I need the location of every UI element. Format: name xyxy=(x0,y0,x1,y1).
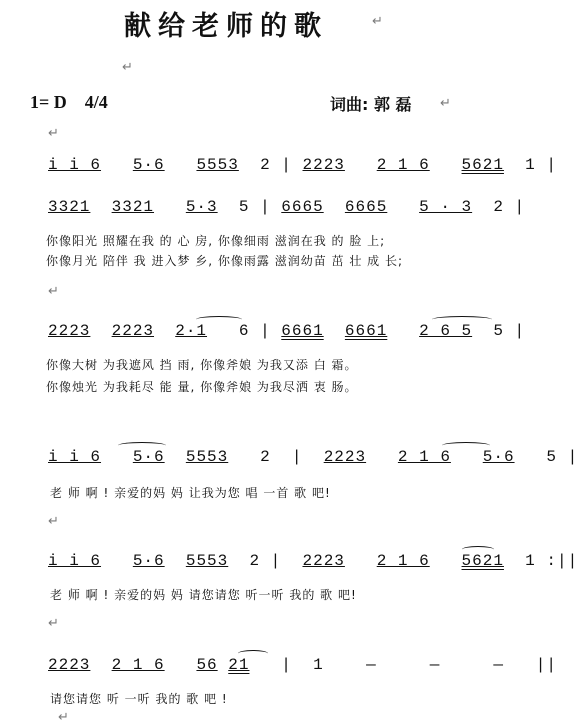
lyric-line-3: 你像大树 为我遮风 挡 雨, 你像斧娘 为我又添 白 霜。 xyxy=(46,358,358,372)
note: 1 xyxy=(525,552,536,570)
paragraph-mark: ↵ xyxy=(48,126,59,141)
paragraph-mark: ↵ xyxy=(372,14,383,29)
note-group: 5·6 xyxy=(482,448,515,466)
notation-row-4 xyxy=(48,448,578,466)
slur xyxy=(432,316,492,323)
note-group: 2 6 5 xyxy=(419,322,473,340)
credit-line: 词曲: 郭 磊 xyxy=(330,95,412,114)
note-group: 2 1 6 xyxy=(376,552,430,570)
note-group: 2 1 6 xyxy=(397,448,451,466)
note-group: 5 · 3 xyxy=(419,198,473,216)
time-signature: 4/4 xyxy=(84,92,108,112)
dash: — xyxy=(366,656,377,674)
note-group: 2·1 xyxy=(175,322,208,340)
note-group: 5553 xyxy=(185,448,229,466)
note-group: 5·3 xyxy=(185,198,218,216)
note: 2 xyxy=(260,156,271,174)
note-group: i i 6 xyxy=(48,552,102,570)
lyric-line-6: 老 师 啊 ! 亲爱的妈 妈 请您请您 听一听 我的 歌 吧! xyxy=(50,588,357,602)
note-group: 6661 xyxy=(344,322,388,340)
final-barline: || xyxy=(535,656,557,674)
note: 1 xyxy=(313,656,324,674)
barline: | xyxy=(281,656,292,674)
note-group: 5553 xyxy=(196,156,239,174)
barline: | xyxy=(270,552,282,570)
note-group: 5·6 xyxy=(132,552,165,570)
notation-row-2 xyxy=(48,198,525,216)
paragraph-mark: ↵ xyxy=(48,514,59,529)
key-signature: 1= D xyxy=(30,92,67,112)
paragraph-mark: ↵ xyxy=(440,96,451,111)
barline: | xyxy=(567,448,578,466)
dash: — xyxy=(429,656,441,674)
slur xyxy=(238,650,268,657)
lyric-line-2: 你像月光 陪伴 我 进入梦 乡, 你像雨露 滋润幼苗 茁 壮 成 长; xyxy=(46,254,404,268)
barline: | xyxy=(514,198,526,216)
slur xyxy=(118,442,166,449)
paragraph-mark: ↵ xyxy=(48,616,59,631)
lyric-line-7: 请您请您 听 一听 我的 歌 吧 ! xyxy=(50,692,228,706)
note-group: 5553 xyxy=(185,552,229,570)
note: 6 xyxy=(238,322,250,340)
paragraph-mark: ↵ xyxy=(58,710,69,725)
note-group: 5621 xyxy=(461,552,504,570)
key-time xyxy=(30,92,108,113)
paragraph-mark: ↵ xyxy=(48,284,59,299)
note-group: 3321 xyxy=(111,198,155,216)
lyric-line-1: 你像阳光 照耀在我 的 心 房, 你像细雨 滋润在我 的 脸 上; xyxy=(46,234,386,248)
note-group: 2223 xyxy=(323,448,367,466)
note-group: 56 xyxy=(196,656,218,674)
note-group: 2223 xyxy=(111,322,155,340)
note: 5 xyxy=(546,448,557,466)
note-group: 5621 xyxy=(461,156,504,174)
note-group: 5·6 xyxy=(132,156,165,174)
repeat-end-barline: :|| xyxy=(546,552,578,570)
barline: | xyxy=(260,198,271,216)
note-group: 6661 xyxy=(281,322,324,340)
note: 2 xyxy=(493,198,504,216)
notation-row-5 xyxy=(48,552,578,570)
song-title: 献给老师的歌 xyxy=(124,11,328,42)
note-group: 2223 xyxy=(48,656,91,674)
note-group: 2 1 6 xyxy=(111,656,165,674)
note-group: 21 xyxy=(228,656,250,674)
note: 5 xyxy=(238,198,250,216)
paragraph-mark: ↵ xyxy=(122,60,133,75)
note: 5 xyxy=(493,322,504,340)
barline: | xyxy=(546,156,557,174)
notation-row-1 xyxy=(48,156,557,174)
note-group: 2223 xyxy=(48,322,91,340)
note-group: 2223 xyxy=(302,156,345,174)
notation-row-3 xyxy=(48,322,525,340)
barline: | xyxy=(291,448,303,466)
note-group: 6665 xyxy=(344,198,388,216)
note-group: 6665 xyxy=(281,198,324,216)
note: 2 xyxy=(260,448,271,466)
notation-row-6 xyxy=(48,656,557,674)
dash: — xyxy=(493,656,504,674)
barline: | xyxy=(260,322,271,340)
note-group: 2 1 6 xyxy=(376,156,430,174)
note: 1 xyxy=(525,156,536,174)
slur xyxy=(462,546,494,553)
note-group: 5·6 xyxy=(132,448,165,466)
slur xyxy=(442,442,490,449)
note-group: 2223 xyxy=(302,552,345,570)
note: 2 xyxy=(249,552,261,570)
note-group: i i 6 xyxy=(48,156,102,174)
lyric-line-5: 老 师 啊 ! 亲爱的妈 妈 让我为您 唱 一首 歌 吧! xyxy=(50,486,331,500)
note-group: i i 6 xyxy=(48,448,102,466)
lyric-line-4: 你像烛光 为我耗尽 能 量, 你像斧娘 为我尽洒 衷 肠。 xyxy=(46,380,358,394)
barline: | xyxy=(514,322,526,340)
note-group: 3321 xyxy=(48,198,91,216)
slur xyxy=(196,316,242,323)
barline: | xyxy=(281,156,292,174)
